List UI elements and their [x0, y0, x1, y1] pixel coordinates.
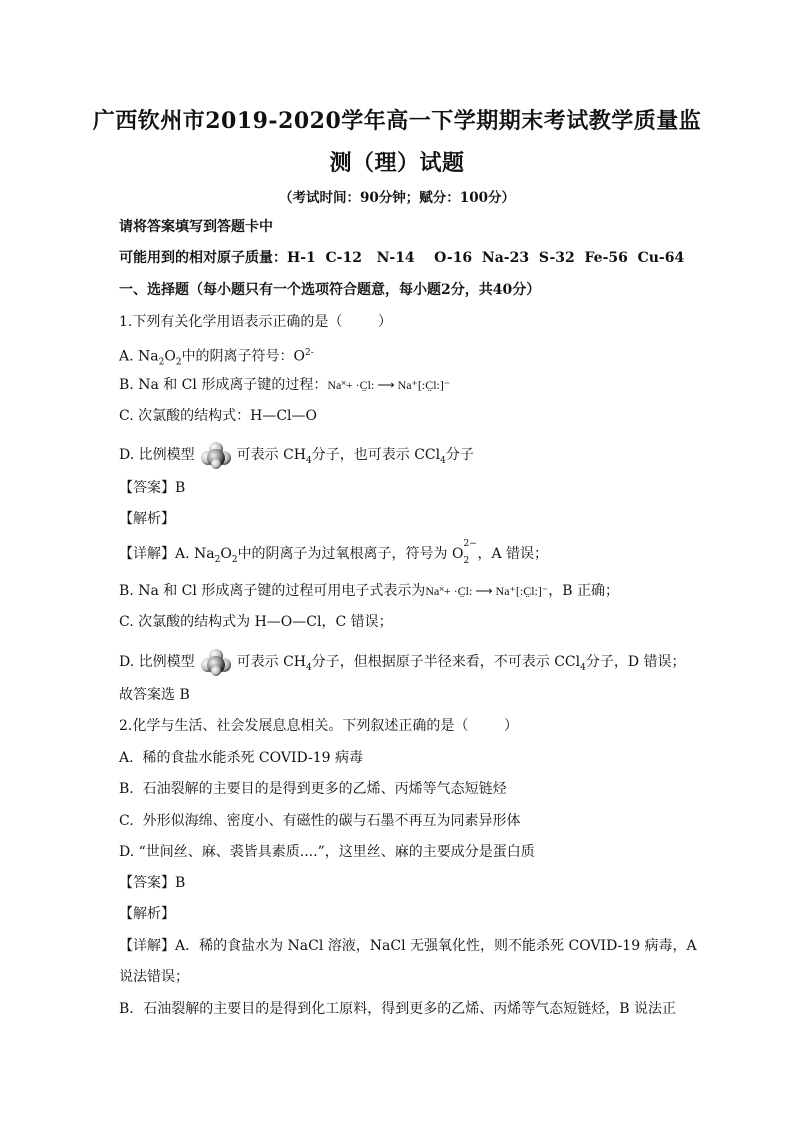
q1-detail-d-pre: D. 比例模型 [119, 654, 195, 670]
q2-detail-b: B．石油裂解的主要目的是得到化工原料，得到更多的乙烯、丙烯等气态短链烃，B 说法正 [119, 1001, 677, 1017]
q1-conclusion: 故答案选 B [119, 687, 190, 703]
q1-detail-b [119, 582, 619, 600]
atomic-masses: 可能用到的相对原子质量：H-1 C-12 N-14 O-16 Na-23 S-32 Fe-56 Cu-64 [119, 250, 685, 266]
q1-d-pre: D. 比例模型 [119, 447, 195, 463]
q1-d-sub2: 4 [440, 455, 446, 466]
q1-a-sub1: 2 [158, 357, 165, 368]
doc-title-line2: 测（理）试题 [329, 150, 465, 176]
q1-detail-a-sup: 2− [463, 539, 477, 549]
q2-analysis: 【解析】 [119, 906, 175, 922]
q1-detail-c: C. 次氯酸的结构式为 H—O—Cl，C 错误； [119, 614, 393, 630]
q2-answer: 【答案】B [119, 875, 186, 891]
q1-d-mid: 可表示 CH [236, 447, 307, 463]
q1-detail-a-sub1: 2 [214, 554, 221, 565]
q1-a-post: 中的阴离子符号：O [181, 348, 306, 365]
q1-detail-d-sub1: 4 [306, 662, 312, 673]
q2-option-b: B. 石油裂解的主要目的是得到更多的乙烯、丙烯等气态短链烃 [119, 781, 507, 797]
q1-detail-a-pre: 【详解】A. Na [119, 546, 215, 562]
q1-d-mid2: 分子，也可表示 CCl [311, 447, 441, 463]
fill-answer-note: 请将答案填写到答题卡中 [119, 219, 273, 235]
q1-detail-d [119, 648, 686, 677]
q1-detail-d-mid2: 分子，但根据原子半径来看，不可表示 CCl [311, 654, 581, 670]
q1-detail-d-sub2: 4 [580, 662, 586, 673]
q1-stem: 1.下列有关化学用语表示正确的是（ ） [119, 314, 392, 330]
q1-d-post: 分子 [445, 447, 474, 463]
space-filling-model-icon [199, 648, 233, 676]
q1-option-b [119, 376, 450, 394]
q1-detail-d-mid: 可表示 CH [236, 654, 307, 670]
q1-detail-b-pre: B. Na 和 Cl 形成离子键的过程可用电子式表示为 [119, 583, 426, 599]
q1-peroxide-script [463, 539, 478, 566]
q1-detail-b-formula: Na˟+ ·C̤l: ⟶ Na⁺[:C̤l:]⁻ [425, 584, 549, 598]
doc-title-line1: 广西钦州市2019-2020学年高一下学期期末考试教学质量监 [92, 108, 702, 134]
q1-b-text: B. Na 和 Cl 形成离子键的过程： [119, 377, 328, 393]
q2-option-d: D. “世间丝、麻、裘皆具素质....”，这里丝、麻的主要成分是蛋白质 [119, 844, 535, 860]
q1-detail-a-post: ，A 错误； [477, 546, 549, 562]
q2-stem: 2.化学与生活、社会发展息息相关。下列叙述正确的是（ ） [119, 718, 518, 734]
space-filling-model-icon [199, 441, 233, 469]
q1-option-d [119, 441, 474, 470]
section1-heading: 一、选择题（每小题只有一个选项符合题意，每小题2分，共40分） [119, 282, 541, 298]
q1-detail-a-mid2: 中的阴离子为过氧根离子，符号为 O [237, 546, 464, 562]
q1-option-a [119, 344, 314, 371]
q2-option-a: A. 稀的食盐水能杀死 COVID-19 病毒 [119, 750, 363, 766]
q1-b-formula: Na˟+ ·C̤l: ⟶ Na⁺[:C̤l:]⁻ [327, 378, 451, 392]
q1-a-mid: O [164, 348, 176, 365]
q1-option-c: C. 次氯酸的结构式：H—Cl—O [119, 408, 317, 424]
q1-detail-a-sub2: 2 [231, 554, 238, 565]
q1-detail-a [119, 539, 549, 569]
q2-detail-a-line2: 说法错误； [119, 969, 189, 985]
q1-detail-a-sub3: 2 [463, 556, 470, 566]
exam-info: （考试时间：90分钟；赋分：100分） [279, 190, 515, 206]
q1-a-pre: A. Na [119, 348, 159, 365]
q1-a-sub2: 2 [175, 357, 182, 368]
q1-answer: 【答案】B [119, 480, 186, 496]
q1-analysis: 【解析】 [119, 511, 175, 527]
q1-detail-b-post: ，B 正确； [548, 583, 619, 599]
q1-a-sup: 2- [305, 348, 314, 358]
q1-detail-d-post: 分子，D 错误； [585, 654, 686, 670]
q1-d-sub1: 4 [306, 455, 312, 466]
q1-detail-a-mid: O [220, 546, 232, 562]
q2-detail-a-line1: 【详解】A．稀的食盐水为 NaCl 溶液，NaCl 无强氧化性，则不能杀死 COVID-19 病毒，A [119, 938, 697, 954]
q2-option-c: C. 外形似海绵、密度小、有磁性的碳与石墨不再互为同素异形体 [119, 813, 521, 829]
